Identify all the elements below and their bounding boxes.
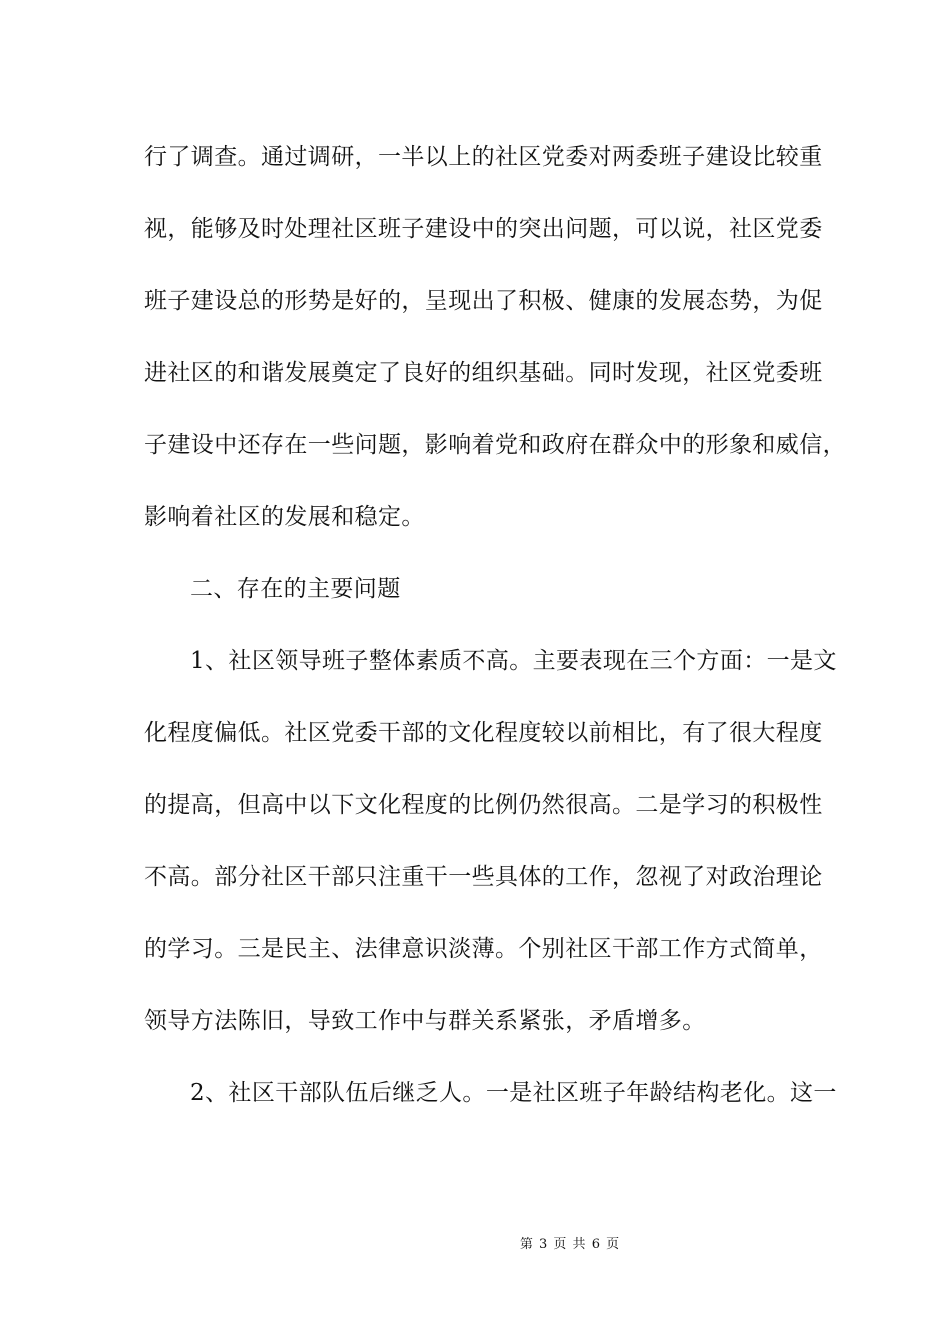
text-line: 化程度偏低。社区党委干部的文化程度较以前相比，有了很大程度 xyxy=(144,720,823,746)
text-line: 行了调查。通过调研，一半以上的社区党委对两委班子建设比较重 xyxy=(144,144,823,170)
text-line: 不高。部分社区干部只注重干一些具体的工作，忽视了对政治理论 xyxy=(144,864,823,890)
text-line: 影响着社区的发展和稳定。 xyxy=(144,504,425,530)
text-line: 2、社区干部队伍后继乏人。一是社区班子年龄结构老化。这一 xyxy=(190,1080,837,1106)
text-line: 班子建设总的形势是好的，呈现出了积极、健康的发展态势，为促 xyxy=(144,288,823,314)
text-line: 领导方法陈旧，导致工作中与群关系紧张，矛盾增多。 xyxy=(144,1008,706,1034)
text-line: 的学习。三是民主、法律意识淡薄。个别社区干部工作方式简单， xyxy=(144,936,823,962)
text-line: 子建设中还存在一些问题，影响着党和政府在群众中的形象和威信， xyxy=(144,432,846,458)
text-line: 1、社区领导班子整体素质不高。主要表现在三个方面：一是文 xyxy=(190,648,837,674)
text-line: 的提高，但高中以下文化程度的比例仍然很高。二是学习的积极性 xyxy=(144,792,823,818)
page-number-footer: 第 3 页 共 6 页 xyxy=(519,1237,621,1252)
text-line: 进社区的和谐发展奠定了良好的组织基础。同时发现，社区党委班 xyxy=(144,360,823,386)
section-heading: 二、存在的主要问题 xyxy=(190,576,401,602)
text-line: 视，能够及时处理社区班子建设中的突出问题，可以说，社区党委 xyxy=(144,216,823,242)
